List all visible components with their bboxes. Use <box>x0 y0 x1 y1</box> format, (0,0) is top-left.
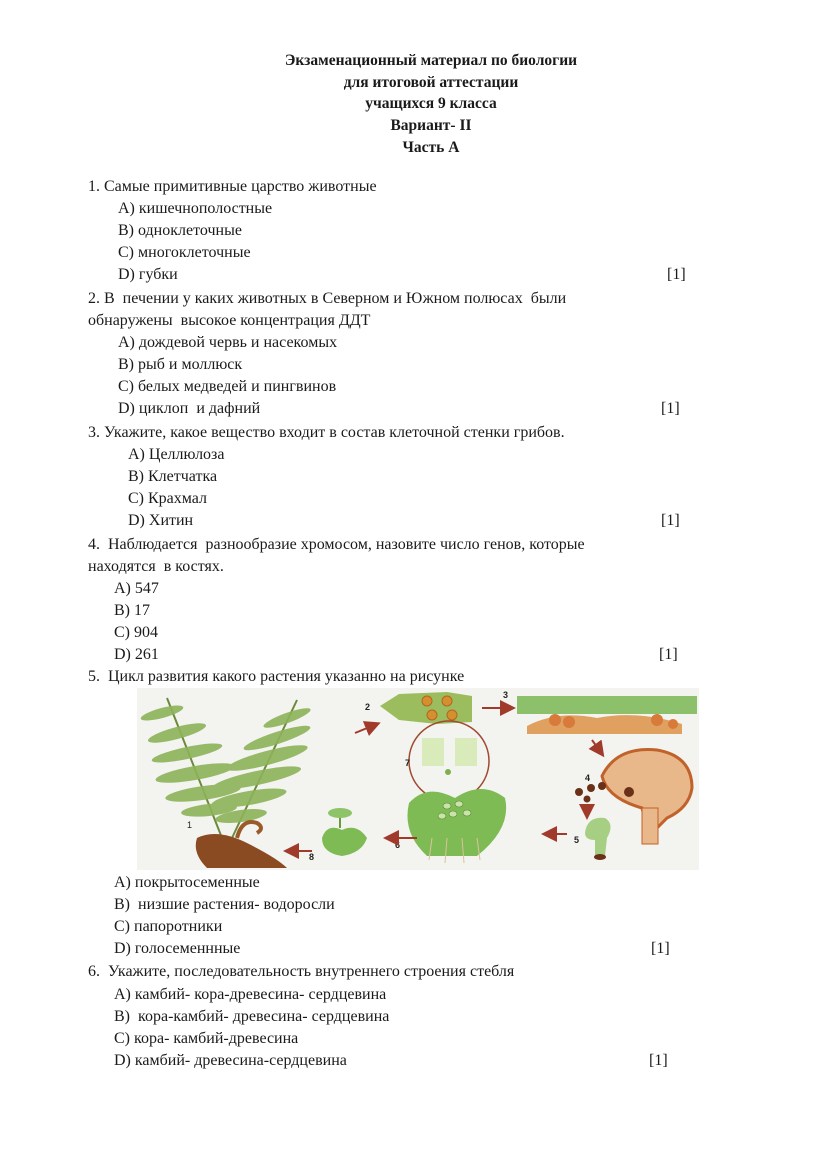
question-2-text-cont: обнаружены высокое концентрация ДДТ <box>88 312 371 329</box>
exam-title: Экзаменационный материал по биологии <box>284 52 578 69</box>
question-2-option-c: C) белых медведей и пингвинов <box>118 378 337 395</box>
question-4-option-a: A) 547 <box>114 580 159 597</box>
question-2-option-a: A) дождевой червь и насекомых <box>118 334 338 351</box>
question-3-option-c: C) Крахмал <box>128 490 208 507</box>
question-4-option-b: B) 17 <box>114 602 150 619</box>
exam-header <box>0 50 827 159</box>
question-1-text: 1. Самые примитивные царство животные <box>88 178 377 195</box>
question-1-option-c: C) многоклеточные <box>118 244 251 261</box>
question-4-text: 4. Наблюдается разнообразие хромосом, назовите число генов, которые <box>88 536 585 553</box>
question-3-score: [1] <box>661 512 680 529</box>
exam-variant: Вариант- II <box>390 116 472 134</box>
question-4-score: [1] <box>659 646 678 663</box>
exam-part: Часть А <box>402 139 460 156</box>
question-2-option-d: D) циклоп и дафний <box>118 400 261 417</box>
figure-label-1: 1 <box>187 820 193 830</box>
figure-label-7: 7 <box>405 758 411 768</box>
question-5-option-b: B) низшие растения- водоросли <box>114 896 335 913</box>
question-5-option-d: D) голосеменнные <box>114 940 241 957</box>
figure-label-3: 3 <box>503 690 509 700</box>
question-3-option-a: A) Целлюлоза <box>128 446 225 463</box>
question-4-option-d: D) 261 <box>114 646 159 663</box>
question-5-score: [1] <box>651 940 670 957</box>
question-1-option-a: A) кишечнополостные <box>118 200 273 217</box>
question-6-option-c: C) кора- камбий-древесина <box>114 1030 299 1047</box>
fern-life-cycle-figure <box>137 688 699 870</box>
figure-label-4: 4 <box>585 773 591 783</box>
question-6-score: [1] <box>649 1052 668 1069</box>
question-2-option-b: B) рыб и моллюск <box>118 356 243 373</box>
question-6-option-a: A) камбий- кора-древесина- сердцевина <box>114 986 387 1003</box>
question-4-option-c: C) 904 <box>114 624 158 641</box>
question-5-option-c: C) папоротники <box>114 918 223 935</box>
question-3-text: 3. Укажите, какое вещество входит в состав клеточной стенки грибов. <box>88 424 565 441</box>
exam-subtitle: для итоговой аттестации <box>343 73 519 91</box>
figure-label-5: 5 <box>574 835 580 845</box>
question-5-option-a: A) покрытосеменные <box>114 874 260 891</box>
question-1-option-b: B) одноклеточные <box>118 222 242 239</box>
question-6-option-b: B) кора-камбий- древесина- сердцевина <box>114 1008 390 1025</box>
question-1-score: [1] <box>667 266 686 283</box>
question-4-text-cont: находятся в костях. <box>88 558 224 575</box>
question-2-score: [1] <box>661 400 680 417</box>
question-2-text: 2. В печении у каких животных в Северном и Южном полюсах были <box>88 290 567 307</box>
figure-label-2: 2 <box>365 702 371 712</box>
figure-label-8: 8 <box>309 852 315 862</box>
question-5-text: 5. Цикл развития какого растения указанно на рисунке <box>88 668 465 685</box>
question-6-option-d: D) камбий- древесина-сердцевина <box>114 1052 347 1069</box>
question-6-text: 6. Укажите, последовательность внутреннего строения стебля <box>88 963 515 980</box>
exam-grade: учащихся 9 класса <box>365 95 497 112</box>
fern-life-cycle-illustration <box>137 688 699 870</box>
question-3-option-b: B) Клетчатка <box>128 468 218 485</box>
question-1-option-d: D) губки <box>118 266 178 283</box>
figure-label-6: 6 <box>395 840 401 850</box>
question-3-option-d: D) Хитин <box>128 512 194 529</box>
